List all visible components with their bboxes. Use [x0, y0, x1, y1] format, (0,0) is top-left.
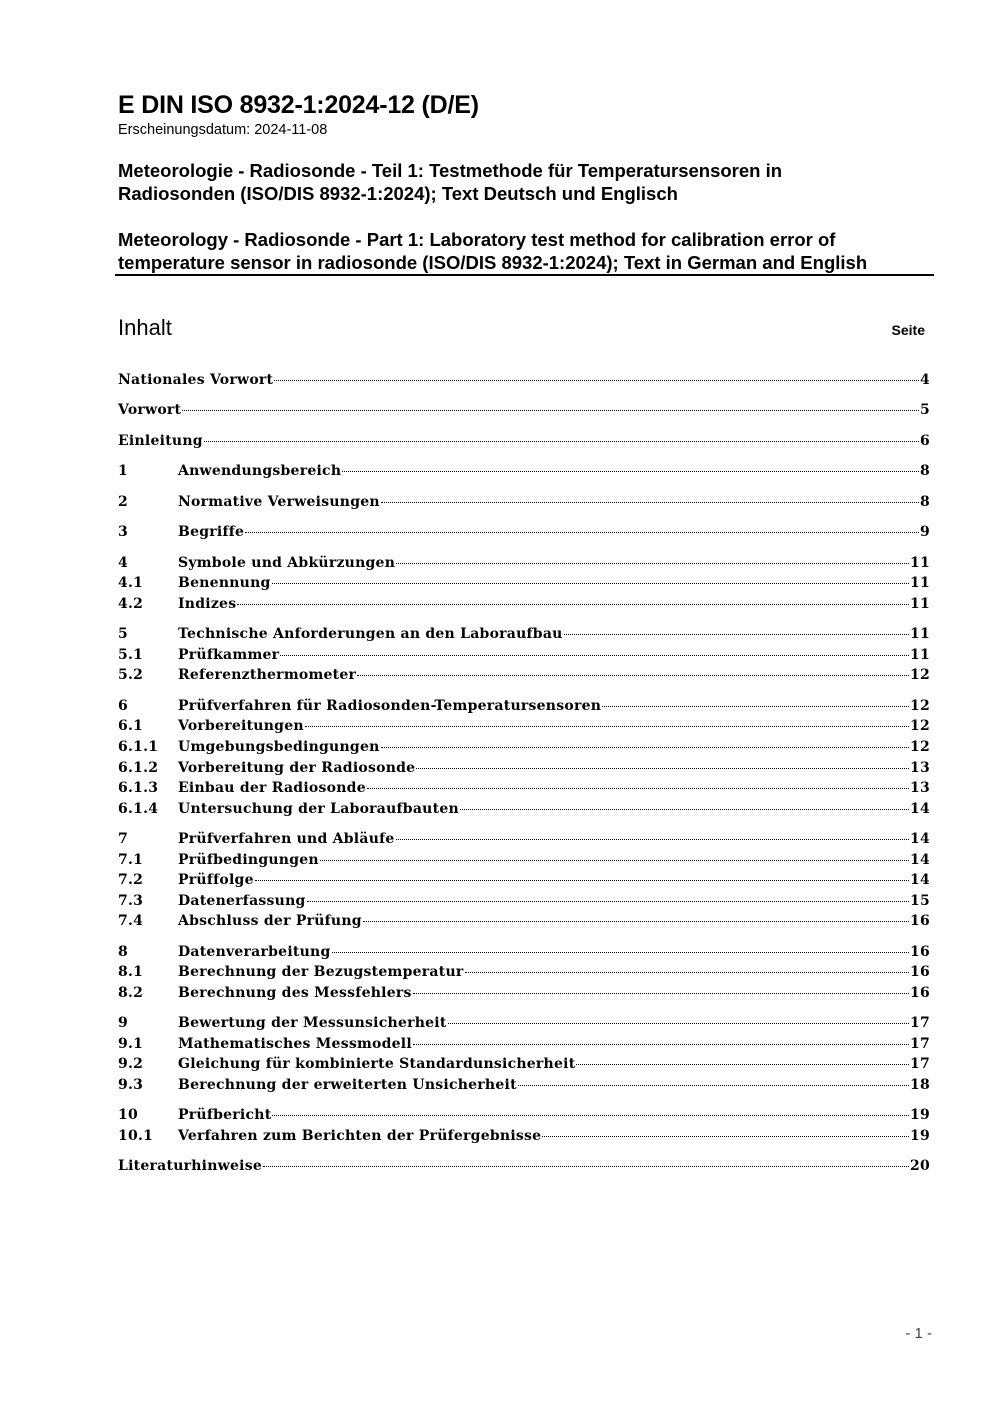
toc-heading: Inhalt: [118, 315, 172, 340]
toc-dot-leader: [307, 901, 909, 902]
toc-entry[interactable]: [118, 1036, 930, 1056]
toc-entry-number: 4.2: [118, 596, 144, 612]
toc-entry[interactable]: [118, 524, 930, 544]
toc-dot-leader: [416, 768, 909, 769]
toc-entry-title: Begriffe: [178, 524, 245, 540]
toc-dot-leader: [263, 1166, 909, 1167]
toc-entry[interactable]: [118, 433, 930, 453]
toc-dot-leader: [272, 583, 909, 584]
toc-dot-leader: [255, 880, 909, 881]
page-number: - 1 -: [905, 1325, 932, 1342]
title-english: [118, 228, 932, 274]
toc-entry-page: 11: [910, 647, 930, 663]
title-german-line-1: Meteorologie - Radiosonde - Teil 1: Testmethode für Temperatursensoren in: [118, 160, 783, 181]
toc-dot-leader: [465, 972, 910, 973]
toc-entry-number: 9.3: [118, 1077, 144, 1093]
toc-entry-title: Technische Anforderungen an den Laboraufbau: [178, 626, 563, 642]
toc-entry-page: 8: [920, 463, 930, 479]
toc-entry-number: 7.4: [118, 913, 144, 929]
toc-entry-title: Prüffolge: [178, 872, 254, 888]
toc-entry[interactable]: [118, 575, 930, 595]
toc-dot-leader: [245, 532, 919, 533]
publication-date: Erscheinungsdatum: 2024-11-08: [118, 122, 328, 138]
toc-entry-title: Prüfbedingungen: [178, 852, 319, 868]
toc-entry-number: 8.2: [118, 985, 144, 1001]
toc-entry-title: Indizes: [178, 596, 237, 612]
toc-entry-page: 19: [910, 1128, 930, 1144]
toc-entry[interactable]: [118, 555, 930, 575]
toc-entry-title: Literaturhinweise: [118, 1158, 262, 1174]
toc-entry-title: Verfahren zum Berichten der Prüfergebnisse: [178, 1128, 542, 1144]
toc-entry[interactable]: [118, 718, 930, 738]
toc-dot-leader: [332, 952, 910, 953]
toc-entry-number: 6.1: [118, 718, 144, 734]
title-english-line-2: temperature sensor in radiosonde (ISO/DIS 8932-1:2024); Text in German and English: [118, 252, 868, 273]
toc-entry[interactable]: [118, 402, 930, 422]
toc-entry[interactable]: [118, 944, 930, 964]
toc-entry[interactable]: [118, 739, 930, 759]
toc-entry-number: 10.1: [118, 1128, 154, 1144]
toc-entry-page: 11: [910, 596, 930, 612]
toc-entry-number: 9: [118, 1015, 128, 1031]
toc-entry-title: Prüfverfahren und Abläufe: [178, 831, 395, 847]
toc-dot-leader: [204, 441, 919, 442]
toc-entry-page: 16: [910, 985, 930, 1001]
toc-entry-number: 6: [118, 698, 128, 714]
toc-entry-page: 17: [910, 1056, 930, 1072]
toc-entry-page: 11: [910, 626, 930, 642]
toc-entry[interactable]: [118, 1056, 930, 1076]
toc-entry[interactable]: [118, 626, 930, 646]
toc-entry-page: 17: [910, 1036, 930, 1052]
toc-entry-number: 8.1: [118, 964, 144, 980]
toc-entry-title: Prüfverfahren für Radiosonden-Temperatursensoren: [178, 698, 602, 714]
toc-entry-number: 7.3: [118, 893, 144, 909]
toc-dot-leader: [396, 839, 909, 840]
toc-dot-leader: [320, 860, 909, 861]
toc-dot-leader: [274, 380, 919, 381]
toc-entry-page: 17: [910, 1015, 930, 1031]
title-german: [118, 159, 932, 205]
toc-entry-page: 11: [910, 575, 930, 591]
toc-entry[interactable]: [118, 667, 930, 687]
toc-entry-page: 12: [910, 739, 930, 755]
toc-entry-number: 7: [118, 831, 128, 847]
toc-entry[interactable]: [118, 872, 930, 892]
header-divider: [115, 274, 934, 276]
toc-entry-title: Abschluss der Prüfung: [178, 913, 362, 929]
toc-entry-title: Berechnung der erweiterten Unsicherheit: [178, 1077, 517, 1093]
toc-entry[interactable]: [118, 852, 930, 872]
toc-entry-title: Gleichung für kombinierte Standardunsicherheit: [178, 1056, 576, 1072]
toc-page-label: Seite: [891, 322, 925, 338]
toc-entry[interactable]: [118, 463, 930, 483]
toc-dot-leader: [363, 921, 909, 922]
toc-entry-page: 11: [910, 555, 930, 571]
toc-dot-leader: [182, 410, 919, 411]
toc-entry-page: 8: [920, 494, 930, 510]
toc-entry[interactable]: [118, 831, 930, 851]
toc-entry-page: 14: [910, 872, 930, 888]
toc-entry-title: Symbole und Abkürzungen: [178, 555, 396, 571]
toc-entry-title: Datenerfassung: [178, 893, 306, 909]
toc-entry[interactable]: [118, 372, 930, 392]
toc-entry[interactable]: [118, 913, 930, 933]
toc-entry-page: 14: [910, 801, 930, 817]
toc-dot-leader: [357, 675, 909, 676]
toc-entry-number: 5.2: [118, 667, 144, 683]
toc-entry-title: Anwendungsbereich: [178, 463, 342, 479]
document-id: E DIN ISO 8932-1:2024-12 (D/E): [118, 91, 479, 119]
toc-entry-page: 14: [910, 831, 930, 847]
toc-entry-number: 5: [118, 626, 128, 642]
toc-entry-page: 16: [910, 913, 930, 929]
toc-entry-page: 5: [920, 402, 930, 418]
toc-entry-page: 19: [910, 1107, 930, 1123]
toc-dot-leader: [413, 1044, 909, 1045]
toc-dot-leader: [448, 1023, 909, 1024]
toc-entry-number: 6.1.2: [118, 760, 159, 776]
toc-entry-number: 7.1: [118, 852, 144, 868]
toc-entry-title: Prüfkammer: [178, 647, 280, 663]
toc-entry[interactable]: [118, 1077, 930, 1097]
toc-entry[interactable]: [118, 647, 930, 667]
toc-entry-number: 7.2: [118, 872, 144, 888]
toc-entry-title: Mathematisches Messmodell: [178, 1036, 412, 1052]
toc-entry-page: 15: [910, 893, 930, 909]
toc-entry-number: 10: [118, 1107, 138, 1123]
toc-entry[interactable]: [118, 1128, 930, 1148]
toc-dot-leader: [305, 726, 909, 727]
toc-entry-page: 12: [910, 718, 930, 734]
toc-entry-title: Vorbereitung der Radiosonde: [178, 760, 416, 776]
title-german-line-2: Radiosonden (ISO/DIS 8932-1:2024); Text Deutsch und Englisch: [118, 183, 678, 204]
toc-entry[interactable]: [118, 964, 930, 984]
title-english-line-1: Meteorology - Radiosonde - Part 1: Laboratory test method for calibration error of: [118, 229, 836, 250]
toc-dot-leader: [396, 563, 909, 564]
toc-entry-page: 6: [920, 433, 930, 449]
toc-entry[interactable]: [118, 780, 930, 800]
toc-entry-number: 6.1.3: [118, 780, 159, 796]
toc-entry-page: 20: [910, 1158, 930, 1174]
toc-entry-page: 12: [910, 698, 930, 714]
toc-entry-number: 4: [118, 555, 128, 571]
toc-dot-leader: [413, 993, 909, 994]
toc-dot-leader: [280, 655, 909, 656]
toc-entry-number: 8: [118, 944, 128, 960]
toc-dot-leader: [564, 634, 909, 635]
toc-entry-title: Referenzthermometer: [178, 667, 357, 683]
toc-entry-page: 16: [910, 944, 930, 960]
toc-entry-number: 6.1.4: [118, 801, 159, 817]
toc-entry-number: 2: [118, 494, 128, 510]
toc-entry-page: 4: [920, 372, 930, 388]
toc-entry-page: 13: [910, 760, 930, 776]
toc-entry-title: Berechnung des Messfehlers: [178, 985, 412, 1001]
toc-entry-page: 13: [910, 780, 930, 796]
toc-entry-title: Vorwort: [118, 402, 182, 418]
toc-entry-title: Umgebungsbedingungen: [178, 739, 380, 755]
toc-entry[interactable]: [118, 494, 930, 514]
toc-entry-number: 5.1: [118, 647, 144, 663]
toc-entry-title: Nationales Vorwort: [118, 372, 274, 388]
toc-dot-leader: [460, 809, 909, 810]
toc-entry[interactable]: [118, 1158, 930, 1178]
toc-entry-page: 9: [920, 524, 930, 540]
toc-entry-title: Einbau der Radiosonde: [178, 780, 366, 796]
toc-dot-leader: [367, 788, 909, 789]
toc-entry-title: Vorbereitungen: [178, 718, 304, 734]
toc-entry-title: Prüfbericht: [178, 1107, 272, 1123]
toc-entry[interactable]: [118, 596, 930, 616]
toc-dot-leader: [518, 1085, 909, 1086]
toc-entry-number: 1: [118, 463, 128, 479]
toc-dot-leader: [381, 502, 919, 503]
toc-entry-page: 12: [910, 667, 930, 683]
toc-entry-page: 16: [910, 964, 930, 980]
toc-entry-page: 14: [910, 852, 930, 868]
toc-dot-leader: [237, 604, 909, 605]
toc-entry-title: Berechnung der Bezugstemperatur: [178, 964, 464, 980]
toc-entry-number: 9.2: [118, 1056, 144, 1072]
toc-entry-page: 18: [910, 1077, 930, 1093]
toc-entry-number: 6.1.1: [118, 739, 159, 755]
toc-entry[interactable]: [118, 801, 930, 821]
toc-dot-leader: [272, 1115, 909, 1116]
toc-entry[interactable]: [118, 1107, 930, 1127]
toc-entry-number: 4.1: [118, 575, 144, 591]
toc-entry-number: 9.1: [118, 1036, 144, 1052]
toc-entry-title: Benennung: [178, 575, 271, 591]
toc-dot-leader: [381, 747, 909, 748]
toc-entry-number: 3: [118, 524, 128, 540]
toc-dot-leader: [542, 1136, 909, 1137]
toc-dot-leader: [342, 471, 919, 472]
toc-dot-leader: [576, 1064, 909, 1065]
toc-entry[interactable]: [118, 760, 930, 780]
toc-entry[interactable]: [118, 893, 930, 913]
toc-entry-title: Datenverarbeitung: [178, 944, 331, 960]
toc-entry[interactable]: [118, 1015, 930, 1035]
toc-entry-title: Normative Verweisungen: [178, 494, 380, 510]
toc-entry[interactable]: [118, 985, 930, 1005]
toc-entry[interactable]: [118, 698, 930, 718]
toc-entry-title: Untersuchung der Laboraufbauten: [178, 801, 459, 817]
toc-dot-leader: [602, 706, 909, 707]
toc-entry-title: Einleitung: [118, 433, 203, 449]
toc-entry-title: Bewertung der Messunsicherheit: [178, 1015, 447, 1031]
